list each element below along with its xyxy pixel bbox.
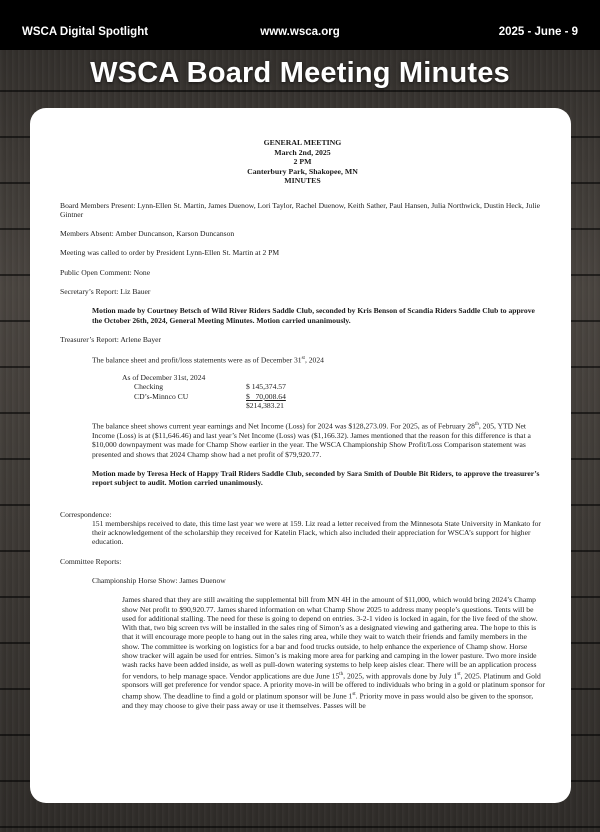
- board-members-present: Board Members Present: Lynn-Ellen St. Martin, James Duenow, Lori Taylor, Rachel Duenow, Keith Sather, Paul Hansen, Julia Northwick, Dustin Heck, Julie Gintner: [60, 200, 541, 219]
- secretary-report-label: Secretary’s Report: Liz Bauer: [60, 286, 151, 296]
- header-line: Canterbury Park, Shakopee, MN: [247, 166, 358, 176]
- balance-sheet-summary: The balance sheet shows current year earnings and Net Income (Loss) for 2024 was $128,273.09. For 2025, as of February 28th, 205, YTD Net Income (Loss) is at ($11,646.46) and last year’s Net Income (Loss) was ($1,166.32). James mentioned that the reason for this difference is that a $10,000 downpayment was made for Champ Show earlier in the year. The WSCA Championship Show Profit/Loss Comparison statement was presented and shows that 2024 Champ show had a net profit of $79,920.77.: [92, 421, 531, 459]
- checking-label: Checking: [134, 382, 164, 392]
- public-comment: Public Open Comment: None: [60, 267, 151, 277]
- header-line: GENERAL MEETING: [263, 138, 342, 147]
- website-link[interactable]: www.wsca.org: [260, 26, 340, 38]
- committee-reports-label: Committee Reports:: [60, 556, 122, 566]
- cds-label: CD’s-Minnco CU: [134, 391, 189, 401]
- motion-treasurer-approval: Motion made by Teresa Heck of Happy Trail Riders Saddle Club, seconded by Sara Smith of Double Bit Riders, to approve the treasurer’s report subject to audit. Motion carried unanimously.: [92, 468, 540, 488]
- call-to-order: Meeting was called to order by President Lynn-Ellen St. Martin at 2 PM: [60, 248, 280, 258]
- financials-as-of: As of December 31st, 2024: [122, 373, 206, 382]
- cds-row: [122, 392, 545, 401]
- correspondence-text: 151 memberships received to date, this time last year we were at 159. Liz read a letter received from the Minnesota State University in Mankato for their acknowledgement of the scholarship they received for Katelin Flack, which also included their appreciation for WSCA’s support for higher education.: [92, 518, 541, 547]
- header-line: MINUTES: [284, 176, 321, 185]
- issue-date: 2025 - June - 9: [498, 26, 578, 38]
- page-title: WSCA Board Meeting Minutes: [90, 57, 510, 89]
- championship-show-heading: Championship Horse Show: James Duenow: [92, 575, 226, 585]
- minutes-body: [60, 138, 545, 710]
- total-value: $214,383.21: [246, 400, 284, 410]
- checking-row: [122, 382, 545, 391]
- minutes-document: [30, 108, 571, 803]
- header-line: March 2nd, 2025: [274, 147, 331, 157]
- checking-value: $ 145,374.57: [246, 382, 286, 392]
- motion-minutes-approval: Motion made by Courtney Betsch of Wild River Riders Saddle Club, seconded by Kris Benson of Scandia Riders Saddle Club to approve the October 26th, 2024, General Meeting Minutes. Motion carried unanimously.: [92, 306, 535, 325]
- top-bar: [0, 0, 600, 50]
- financial-summary: [122, 373, 545, 410]
- members-absent: Members Absent: Amber Duncanson, Karson Duncanson: [60, 229, 235, 239]
- balance-sheet-intro: The balance sheet and profit/loss statements were as of December 31st, 2024: [92, 355, 324, 365]
- total-row: [122, 401, 545, 410]
- meeting-header: [60, 138, 545, 186]
- championship-show-report: James shared that they are still awaiting the supplemental bill from MN 4H in the amount of $11,000, which would bring 2024’s Champ show Net profit to $90,920.77. James shared information on what Champ Show 2025 to address many people’s questions. Tents will be used for additional stalling. The need for these is going to depend on entries. 3-2-1 video is locked in again, for the live feed of the show. With that, two big screen tvs will be installed in the sales ring of Simon’s as a designated viewing and gathering area. The hope to this is that it will encourage more people to hang out in the sales ring area, while they wait to watch their friends and family members in the show. The committee is working on logistics for a bar and food trucks outside, to help enhance the experience of Champ show. Horse show tracker will again be used for entries. Simon’s is making more area for parking and camping in the lower pasture. Two more inside wash racks have been added inside, as well as pull-down watering systems to help keep aisles clear. There will be an application process for vendors, to help manage space. Vendor applications are due June 15th, 2025, with approvals done by July 1st, 2025. Platinum and Gold sponsors will get preference for vendor space. A priority move-in will be offered to individuals who bring in a gold or platinum sponsor for champ show. The deadline to find a gold or platinum sponsor will be June 1st. Priority move in pass would also be given to the sponsor, and they may choose to give their pass away or use it themselves. Passes will be: [122, 595, 545, 710]
- treasurer-report-label: Treasurer’s Report: Arlene Bayer: [60, 334, 162, 344]
- publication-name: WSCA Digital Spotlight: [22, 26, 149, 38]
- cds-value: $ 70,008.64: [246, 391, 286, 401]
- header-line: 2 PM: [293, 157, 312, 166]
- correspondence-label: Correspondence:: [60, 509, 112, 519]
